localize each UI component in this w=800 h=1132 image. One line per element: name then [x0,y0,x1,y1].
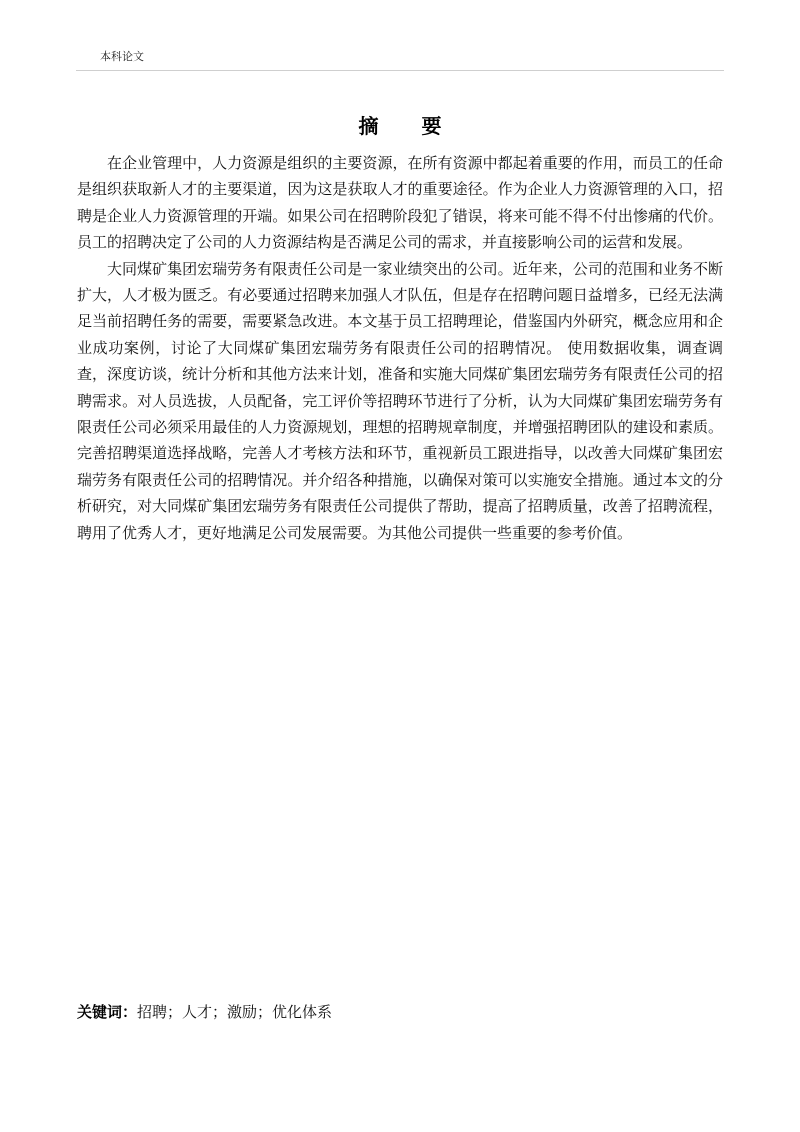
abstract-body [77,150,723,546]
abstract-paragraph-1: 在企业管理中，人力资源是组织的主要资源，在所有资源中都起着重要的作用，而员工的任命是组织获取新人才的主要渠道，因为这是获取人才的重要途径。作为企业人力资源管理的入口，招聘是企业人力资源管理的开端。如果公司在招聘阶段犯了错误，将来可能不得不付出惨痛的代价。员工的招聘决定了公司的人力资源结构是否满足公司的需求，并直接影响公司的运营和发展。 [77,154,723,252]
keywords-label: 关键词： [77,1003,138,1021]
running-header: 本科论文 [100,50,144,63]
abstract-paragraph-2: 大同煤矿集团宏瑞劳务有限责任公司是一家业绩突出的公司。近年来，公司的范围和业务不断扩大，人才极为匮乏。有必要通过招聘来加强人才队伍，但是存在招聘问题日益增多，已经无法满足当前招聘任务的需要，需要紧急改进。本文基于员工招聘理论，借鉴国内外研究，概念应用和企业成功案例，讨论了大同煤矿集团宏瑞劳务有限责任公司的招聘情况。 使用数据收集，调查调查，深度访谈，统计分析和其他方法来计划，准备和实施大同煤矿集团宏瑞劳务有限责任公司的招聘需求。对人员选拔，人员配备，完工评价等招聘环节进行了分析，认为大同煤矿集团宏瑞劳务有限责任公司必须采用最佳的人力资源规划，理想的招聘规章制度，并增强招聘团队的建设和素质。完善招聘渠道选择战略，完善人才考核方法和环节，重视新员工跟进指导，以改善大同煤矿集团宏瑞劳务有限责任公司的招聘情况。并介绍各种措施，以确保对策可以实施安全措施。通过本文的分析研究，对大同煤矿集团宏瑞劳务有限责任公司提供了帮助，提高了招聘质量，改善了招聘流程，聘用了优秀人才，更好地满足公司发展需要。为其他公司提供一些重要的参考价值。 [77,259,723,542]
header-rule [76,70,724,71]
keywords-values: 招聘；人才；激励；优化体系 [137,1003,333,1021]
keywords-line [77,1000,723,1024]
abstract-title: 摘 要 [358,114,460,138]
